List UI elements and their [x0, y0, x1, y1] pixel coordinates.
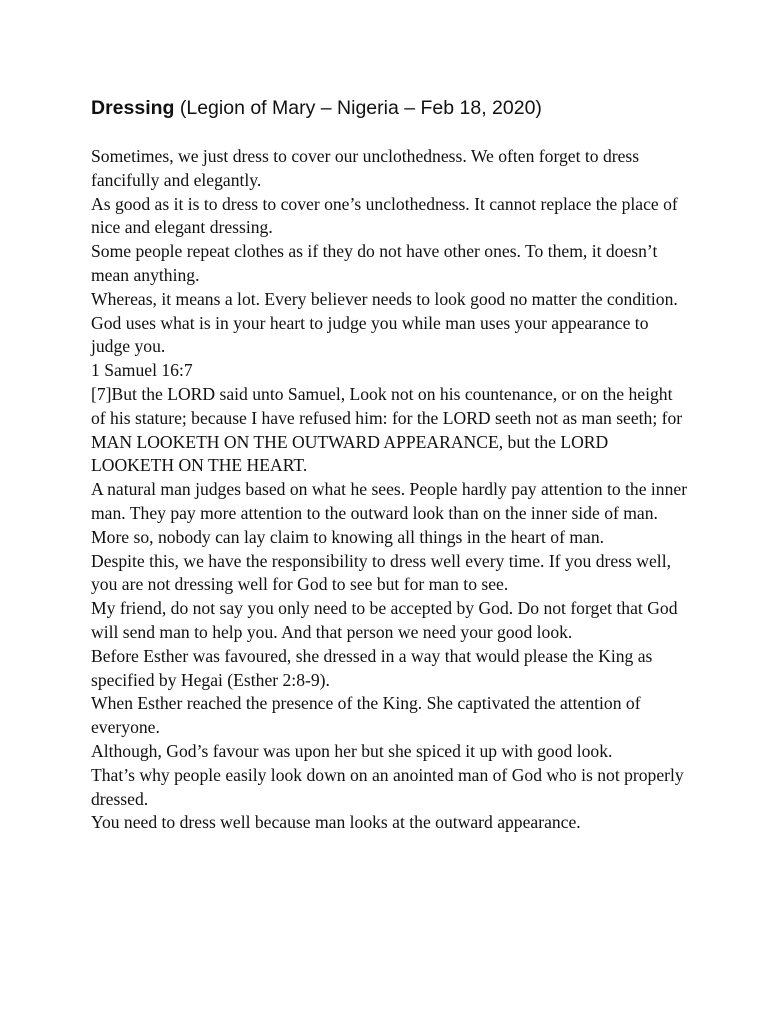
paragraph: Before Esther was favoured, she dressed in a way that would please the King as specified by Hegai (Esther 2:8-9).: [91, 645, 653, 690]
paragraph: Despite this, we have the responsibility to dress well every time. If you dress well, you are not dressing well for God to see but for man to see.: [91, 550, 671, 595]
paragraph: Whereas, it means a lot. Every believer needs to look good no matter the condition.: [91, 288, 678, 309]
scripture-quote: [7]But the LORD said unto Samuel, Look not on his countenance, or on the height of his stature; because I have refused him: for the LORD seeth not as man seeth; for MAN LOOKETH ON THE OUTWARD APPEARANCE, but the LORD LOOKETH ON THE HEART.: [91, 383, 683, 476]
paragraph: Sometimes, we just dress to cover our unclothedness. We often forget to dress fancifully and elegantly.: [91, 146, 640, 190]
paragraph: Some people repeat clothes as if they do not have other ones. To them, it doesn’t mean anything.: [91, 241, 658, 285]
title-subtitle: (Legion of Mary – Nigeria – Feb 18, 2020): [174, 97, 542, 119]
paragraph: A natural man judges based on what he sees. People hardly pay attention to the inner man. They pay more attention to the outward look than on the inner side of man.: [91, 479, 688, 523]
paragraph: Although, God’s favour was upon her but she spiced it up with good look.: [91, 740, 613, 761]
title-main: Dressing: [91, 97, 175, 119]
paragraph: My friend, do not say you only need to be accepted by God. Do not forget that God will send man to help you. And that person we need your good look.: [91, 598, 678, 642]
paragraph: God uses what is in your heart to judge you while man uses your appearance to judge you.: [91, 312, 649, 357]
paragraph: As good as it is to dress to cover one’s unclothedness. It cannot replace the place of nice and elegant dressing.: [91, 193, 678, 238]
paragraph: When Esther reached the presence of the King. She captivated the attention of everyone.: [91, 693, 641, 738]
paragraph: That’s why people easily look down on an anointed man of God who is not properly dressed.: [91, 764, 684, 809]
paragraph: More so, nobody can lay claim to knowing all things in the heart of man.: [91, 526, 605, 547]
scripture-reference: 1 Samuel 16:7: [91, 360, 193, 381]
document-title: [91, 95, 731, 121]
document-body: [91, 145, 691, 835]
paragraph: You need to dress well because man looks at the outward appearance.: [91, 812, 581, 833]
